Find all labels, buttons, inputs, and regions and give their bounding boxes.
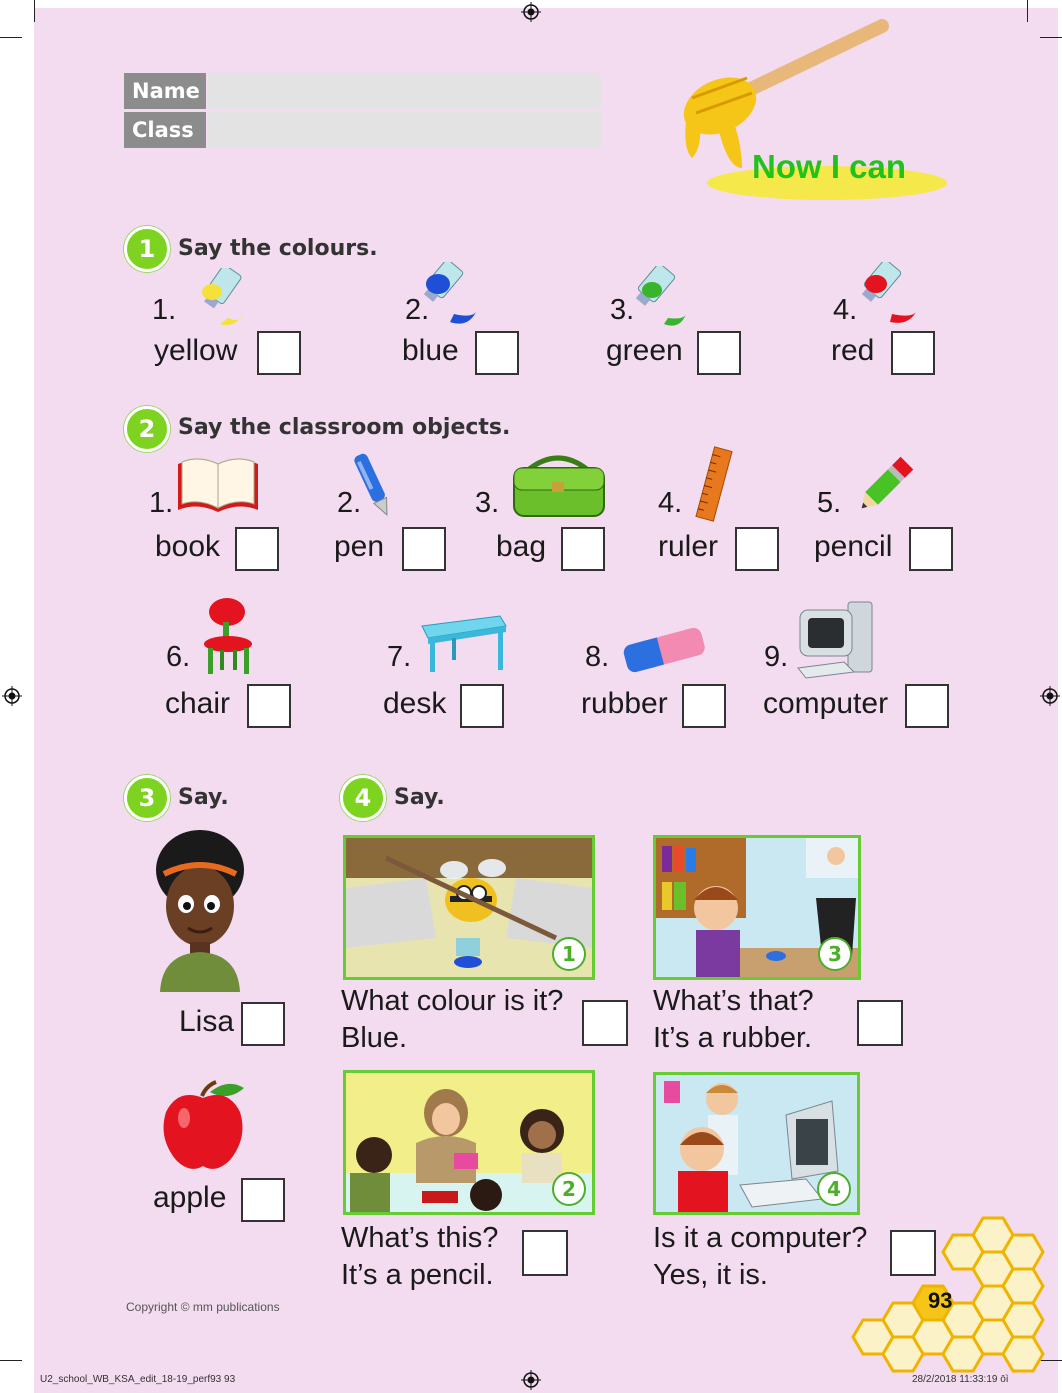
question-text: What colour is it?	[341, 985, 564, 1017]
girl-portrait-icon	[150, 828, 250, 992]
scene-number-badge: 3	[818, 937, 852, 971]
object-number: 4.	[658, 487, 683, 519]
name-word: Lisa	[179, 1005, 235, 1038]
answer-text: It’s a pencil.	[341, 1259, 494, 1291]
section-4-title: Say.	[394, 785, 445, 810]
section-2-badge: 2	[124, 406, 170, 452]
name-field[interactable]	[208, 73, 601, 109]
checkbox[interactable]	[235, 527, 279, 571]
scene-number-badge: 4	[817, 1172, 851, 1206]
name-label: Name	[124, 73, 206, 109]
red-paint-tube-icon	[848, 262, 920, 326]
object-number: 1.	[149, 487, 174, 519]
colour-number: 3.	[610, 294, 635, 326]
section-1-title: Say the colours.	[178, 236, 378, 261]
checkbox[interactable]	[582, 1000, 628, 1046]
crop-mark	[1027, 0, 1028, 22]
scene-picture-1	[343, 835, 595, 980]
computer-icon	[794, 598, 884, 682]
checkbox[interactable]	[241, 1178, 285, 1222]
checkbox[interactable]	[905, 684, 949, 728]
object-number: 2.	[337, 487, 362, 519]
object-word: chair	[165, 687, 231, 720]
object-word: computer	[763, 687, 889, 720]
object-number: 6.	[166, 641, 191, 673]
object-number: 3.	[475, 487, 500, 519]
print-info: 28/2/2018 11:33:19 ōì	[912, 1374, 1009, 1385]
book-icon	[172, 454, 264, 518]
page-number: 93	[928, 1288, 953, 1313]
checkbox[interactable]	[522, 1230, 568, 1276]
checkbox[interactable]	[460, 684, 504, 728]
question-text: Is it a computer?	[653, 1222, 868, 1254]
object-word: ruler	[658, 530, 719, 563]
object-word: pen	[334, 530, 385, 563]
registration-mark-icon	[2, 686, 22, 706]
checkbox[interactable]	[241, 1002, 285, 1046]
file-info: U2_school_WB_KSA_edit_18-19_perf93 93	[40, 1374, 236, 1385]
copyright: Copyright © mm publications	[126, 1300, 280, 1314]
crop-mark	[0, 1360, 22, 1361]
bag-icon	[508, 452, 610, 518]
colour-word: yellow	[154, 334, 238, 367]
checkbox[interactable]	[891, 331, 935, 375]
checkbox[interactable]	[257, 331, 301, 375]
checkbox[interactable]	[561, 527, 605, 571]
checkbox[interactable]	[857, 1000, 903, 1046]
class-field[interactable]	[208, 112, 601, 148]
object-word: apple	[153, 1181, 227, 1214]
section-3-badge: 3	[124, 775, 170, 821]
colour-number: 4.	[833, 294, 858, 326]
section-3-title: Say.	[178, 785, 229, 810]
desk-icon	[412, 612, 510, 674]
pencil-icon	[852, 452, 918, 518]
object-word: rubber	[581, 687, 668, 720]
object-word: bag	[496, 530, 547, 563]
colour-number: 1.	[152, 294, 177, 326]
object-word: book	[155, 530, 221, 563]
section-4-badge: 4	[340, 775, 386, 821]
chair-icon	[200, 596, 258, 676]
apple-icon	[158, 1078, 248, 1174]
scene-picture-2	[343, 1070, 595, 1215]
answer-text: It’s a rubber.	[653, 1022, 813, 1054]
scene-picture-4	[653, 1072, 860, 1215]
answer-text: Yes, it is.	[653, 1259, 768, 1291]
object-word: desk	[383, 687, 447, 720]
scene-number-badge: 2	[552, 1172, 586, 1206]
crop-mark	[1040, 37, 1062, 38]
rubber-icon	[616, 620, 712, 678]
checkbox[interactable]	[909, 527, 953, 571]
object-word: pencil	[814, 530, 893, 563]
honeycomb-icon	[848, 1212, 1058, 1388]
crop-mark	[34, 0, 35, 22]
object-number: 8.	[585, 641, 610, 673]
section-2-title: Say the classroom objects.	[178, 415, 511, 440]
question-text: What’s this?	[341, 1222, 499, 1254]
registration-mark-icon	[521, 1370, 541, 1390]
question-text: What’s that?	[653, 985, 814, 1017]
checkbox[interactable]	[735, 527, 779, 571]
checkbox[interactable]	[475, 331, 519, 375]
answer-text: Blue.	[341, 1022, 408, 1054]
crop-mark	[0, 37, 22, 38]
scene-number-badge: 1	[552, 937, 586, 971]
registration-mark-icon	[521, 2, 541, 22]
object-number: 5.	[817, 487, 842, 519]
checkbox[interactable]	[247, 684, 291, 728]
ruler-icon	[692, 446, 736, 522]
yellow-paint-tube-icon	[190, 268, 250, 330]
colour-word: green	[606, 334, 683, 367]
section-1-badge: 1	[124, 226, 170, 272]
object-number: 9.	[764, 641, 789, 673]
colour-word: red	[831, 334, 875, 367]
page-title: Now I can	[752, 148, 907, 185]
checkbox[interactable]	[402, 527, 446, 571]
colour-number: 2.	[405, 294, 430, 326]
checkbox[interactable]	[682, 684, 726, 728]
colour-word: blue	[402, 334, 459, 367]
class-label: Class	[124, 112, 206, 148]
checkbox[interactable]	[697, 331, 741, 375]
registration-mark-icon	[1040, 686, 1060, 706]
scene-picture-3	[653, 835, 861, 980]
object-number: 7.	[387, 641, 412, 673]
